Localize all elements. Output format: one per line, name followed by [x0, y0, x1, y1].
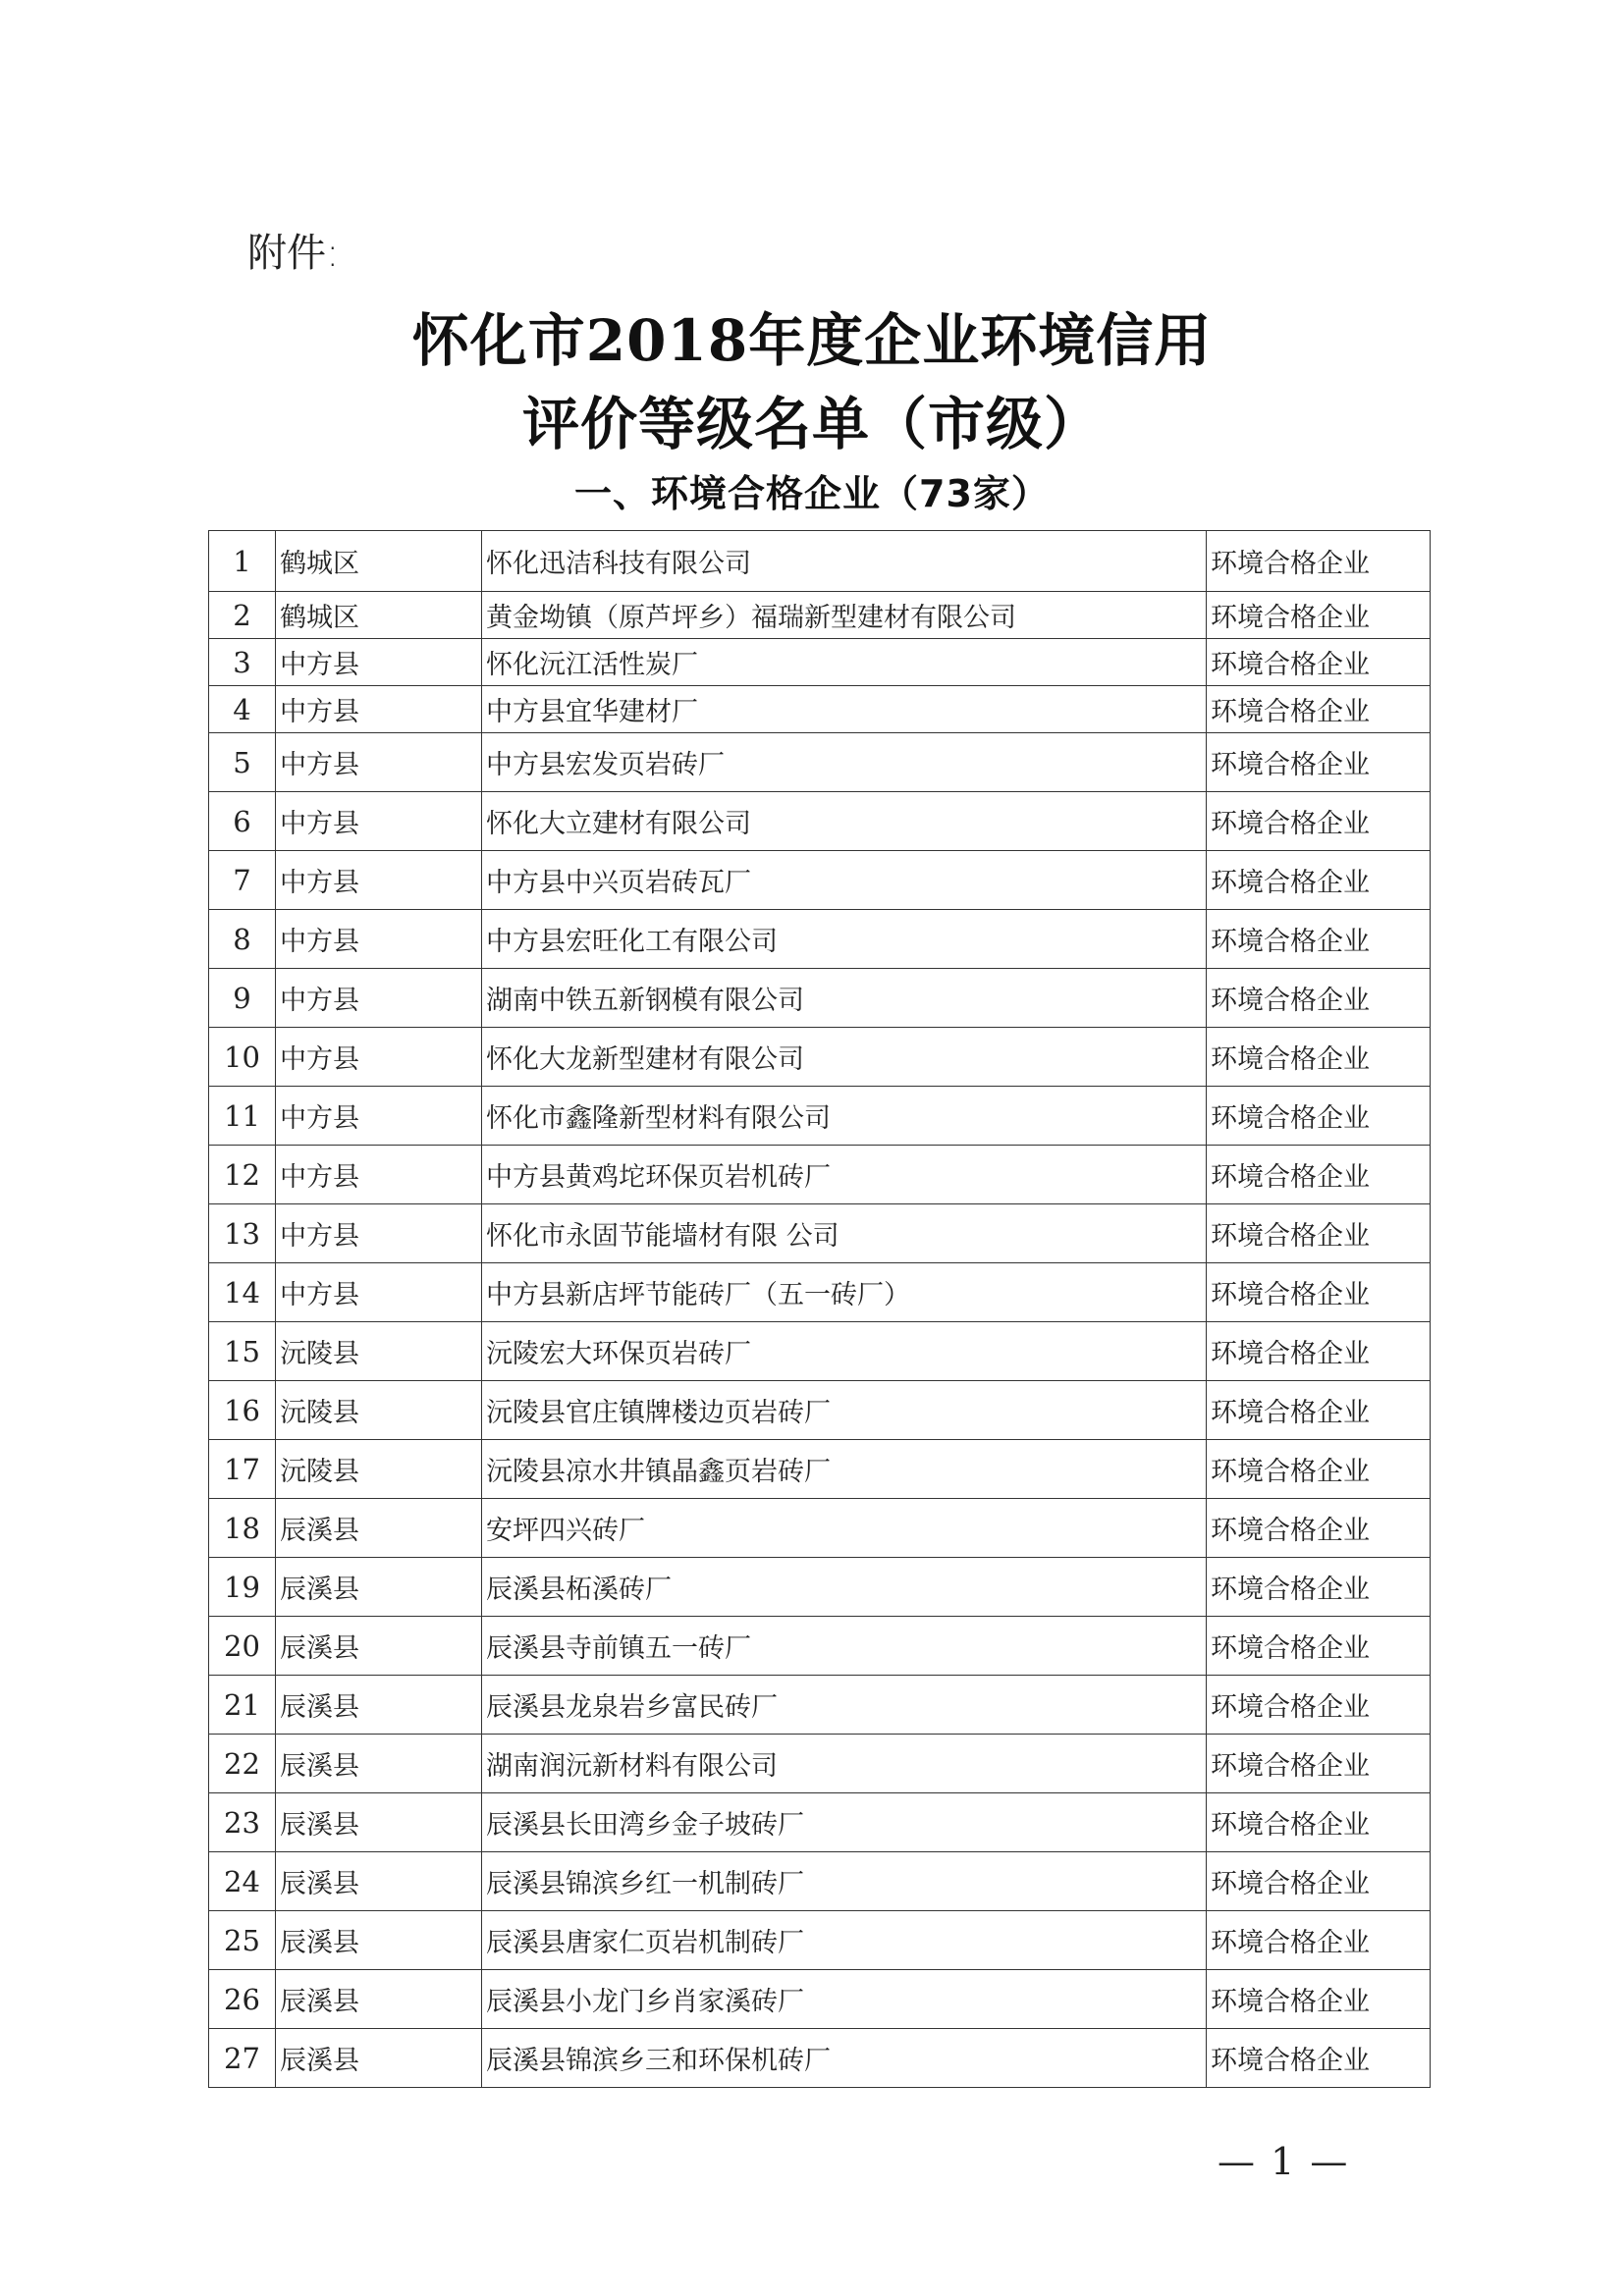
table-row [209, 1676, 1431, 1735]
table-row [209, 910, 1431, 969]
row-district: 鹤城区 [276, 531, 482, 592]
row-district: 辰溪县 [276, 1911, 482, 1970]
row-district: 中方县 [276, 1028, 482, 1087]
row-number: 12 [209, 1146, 276, 1204]
table-row [209, 592, 1431, 639]
row-district: 中方县 [276, 1146, 482, 1204]
enterprise-table-body [209, 531, 1431, 2088]
row-number: 5 [209, 733, 276, 792]
row-district: 辰溪县 [276, 1558, 482, 1617]
row-district: 中方县 [276, 1263, 482, 1322]
row-company: 怀化大立建材有限公司 [482, 792, 1207, 851]
row-district: 辰溪县 [276, 1735, 482, 1793]
row-district: 中方县 [276, 851, 482, 910]
enterprise-table [208, 530, 1431, 2088]
row-company: 中方县宏发页岩砖厂 [482, 733, 1207, 792]
row-number: 16 [209, 1381, 276, 1440]
row-level: 环境合格企业 [1207, 1087, 1431, 1146]
row-district: 辰溪县 [276, 1499, 482, 1558]
row-company: 怀化沅江活性炭厂 [482, 639, 1207, 686]
row-level: 环境合格企业 [1207, 686, 1431, 733]
row-level: 环境合格企业 [1207, 531, 1431, 592]
row-district: 辰溪县 [276, 1676, 482, 1735]
row-district: 沅陵县 [276, 1322, 482, 1381]
table-row [209, 1558, 1431, 1617]
row-company: 辰溪县锦滨乡三和环保机砖厂 [482, 2029, 1207, 2088]
row-level: 环境合格企业 [1207, 969, 1431, 1028]
row-district: 沅陵县 [276, 1440, 482, 1499]
table-row [209, 1087, 1431, 1146]
row-district: 辰溪县 [276, 1793, 482, 1852]
row-district: 辰溪县 [276, 2029, 482, 2088]
table-row [209, 1440, 1431, 1499]
row-company: 中方县宏旺化工有限公司 [482, 910, 1207, 969]
row-district: 中方县 [276, 969, 482, 1028]
row-company: 沅陵县凉水井镇晶鑫页岩砖厂 [482, 1440, 1207, 1499]
row-number: 25 [209, 1911, 276, 1970]
row-district: 中方县 [276, 686, 482, 733]
row-company: 安坪四兴砖厂 [482, 1499, 1207, 1558]
row-number: 26 [209, 1970, 276, 2029]
row-district: 中方县 [276, 792, 482, 851]
table-row [209, 1911, 1431, 1970]
row-company: 辰溪县寺前镇五一砖厂 [482, 1617, 1207, 1676]
row-number: 23 [209, 1793, 276, 1852]
table-row [209, 2029, 1431, 2088]
row-level: 环境合格企业 [1207, 1852, 1431, 1911]
row-number: 22 [209, 1735, 276, 1793]
row-level: 环境合格企业 [1207, 851, 1431, 910]
row-level: 环境合格企业 [1207, 1440, 1431, 1499]
row-company: 辰溪县柘溪砖厂 [482, 1558, 1207, 1617]
row-level: 环境合格企业 [1207, 910, 1431, 969]
table-row [209, 851, 1431, 910]
row-number: 11 [209, 1087, 276, 1146]
row-company: 辰溪县小龙门乡肖家溪砖厂 [482, 1970, 1207, 2029]
row-number: 6 [209, 792, 276, 851]
row-level: 环境合格企业 [1207, 1911, 1431, 1970]
row-district: 中方县 [276, 639, 482, 686]
row-level: 环境合格企业 [1207, 1970, 1431, 2029]
table-row [209, 969, 1431, 1028]
document-title-line1: 怀化市2018年度企业环境信用 [411, 307, 1213, 374]
section-heading: 一、环境合格企业（73家） [574, 472, 1050, 515]
row-district: 辰溪县 [276, 1617, 482, 1676]
table-row [209, 1499, 1431, 1558]
table-row [209, 1793, 1431, 1852]
row-company: 中方县黄鸡坨环保页岩机砖厂 [482, 1146, 1207, 1204]
row-number: 18 [209, 1499, 276, 1558]
row-level: 环境合格企业 [1207, 1204, 1431, 1263]
row-level: 环境合格企业 [1207, 1381, 1431, 1440]
row-number: 21 [209, 1676, 276, 1735]
row-company: 沅陵县官庄镇牌楼边页岩砖厂 [482, 1381, 1207, 1440]
row-level: 环境合格企业 [1207, 1499, 1431, 1558]
row-number: 24 [209, 1852, 276, 1911]
row-company: 辰溪县长田湾乡金子坡砖厂 [482, 1793, 1207, 1852]
row-level: 环境合格企业 [1207, 733, 1431, 792]
document-title-line2: 评价等级名单（市级） [521, 391, 1102, 457]
table-row [209, 639, 1431, 686]
row-district: 辰溪县 [276, 1852, 482, 1911]
row-level: 环境合格企业 [1207, 639, 1431, 686]
table-row [209, 1852, 1431, 1911]
table-row [209, 1381, 1431, 1440]
row-company: 中方县中兴页岩砖瓦厂 [482, 851, 1207, 910]
row-level: 环境合格企业 [1207, 1322, 1431, 1381]
row-level: 环境合格企业 [1207, 1676, 1431, 1735]
row-company: 怀化市鑫隆新型材料有限公司 [482, 1087, 1207, 1146]
row-number: 9 [209, 969, 276, 1028]
row-company: 怀化大龙新型建材有限公司 [482, 1028, 1207, 1087]
row-district: 中方县 [276, 1204, 482, 1263]
row-company: 中方县新店坪节能砖厂（五一砖厂） [482, 1263, 1207, 1322]
table-row [209, 686, 1431, 733]
row-district: 中方县 [276, 733, 482, 792]
row-company: 辰溪县唐家仁页岩机制砖厂 [482, 1911, 1207, 1970]
row-level: 环境合格企业 [1207, 1558, 1431, 1617]
row-number: 3 [209, 639, 276, 686]
row-company: 湖南中铁五新钢模有限公司 [482, 969, 1207, 1028]
row-number: 19 [209, 1558, 276, 1617]
table-row [209, 792, 1431, 851]
row-number: 10 [209, 1028, 276, 1087]
row-number: 1 [209, 531, 276, 592]
table-row [209, 1028, 1431, 1087]
row-number: 2 [209, 592, 276, 639]
row-level: 环境合格企业 [1207, 592, 1431, 639]
row-number: 15 [209, 1322, 276, 1381]
row-district: 鹤城区 [276, 592, 482, 639]
table-row [209, 1970, 1431, 2029]
row-company: 怀化市永固节能墙材有限 公司 [482, 1204, 1207, 1263]
row-level: 环境合格企业 [1207, 792, 1431, 851]
table-row [209, 1146, 1431, 1204]
row-level: 环境合格企业 [1207, 1617, 1431, 1676]
row-number: 20 [209, 1617, 276, 1676]
row-level: 环境合格企业 [1207, 1146, 1431, 1204]
page-number: — 1 — [1218, 2140, 1350, 2183]
row-number: 14 [209, 1263, 276, 1322]
row-company: 辰溪县锦滨乡红一机制砖厂 [482, 1852, 1207, 1911]
row-number: 13 [209, 1204, 276, 1263]
table-row [209, 733, 1431, 792]
row-number: 17 [209, 1440, 276, 1499]
table-row [209, 1204, 1431, 1263]
row-company: 湖南润沅新材料有限公司 [482, 1735, 1207, 1793]
table-row [209, 1617, 1431, 1676]
row-level: 环境合格企业 [1207, 2029, 1431, 2088]
table-row [209, 1735, 1431, 1793]
row-level: 环境合格企业 [1207, 1735, 1431, 1793]
row-company: 黄金坳镇（原芦坪乡）福瑞新型建材有限公司 [482, 592, 1207, 639]
row-district: 沅陵县 [276, 1381, 482, 1440]
row-number: 27 [209, 2029, 276, 2088]
row-district: 辰溪县 [276, 1970, 482, 2029]
row-company: 辰溪县龙泉岩乡富民砖厂 [482, 1676, 1207, 1735]
row-company: 沅陵宏大环保页岩砖厂 [482, 1322, 1207, 1381]
attachment-label: 附件: [247, 231, 340, 276]
row-district: 中方县 [276, 910, 482, 969]
row-number: 7 [209, 851, 276, 910]
table-row [209, 1322, 1431, 1381]
table-row [209, 531, 1431, 592]
row-level: 环境合格企业 [1207, 1263, 1431, 1322]
row-number: 4 [209, 686, 276, 733]
row-company: 中方县宜华建材厂 [482, 686, 1207, 733]
row-district: 中方县 [276, 1087, 482, 1146]
table-row [209, 1263, 1431, 1322]
row-company: 怀化迅洁科技有限公司 [482, 531, 1207, 592]
row-level: 环境合格企业 [1207, 1028, 1431, 1087]
row-number: 8 [209, 910, 276, 969]
row-level: 环境合格企业 [1207, 1793, 1431, 1852]
